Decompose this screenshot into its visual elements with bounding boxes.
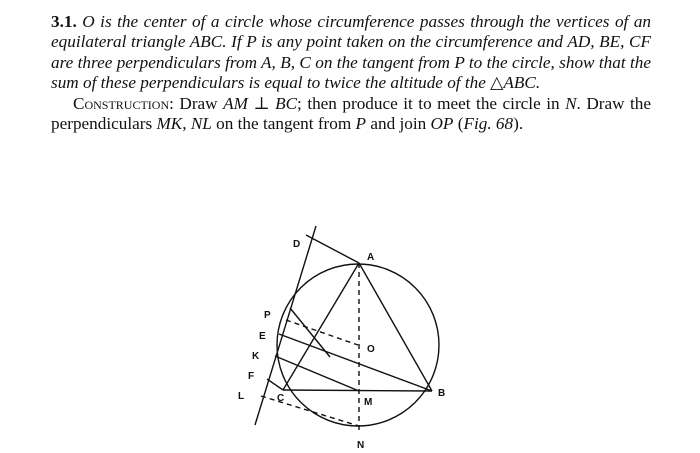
label-p: P — [264, 310, 271, 321]
label-m: M — [364, 397, 373, 408]
side-ab — [359, 263, 432, 391]
perpendicular-symbol: ⊥ — [247, 93, 276, 113]
problem-statement: O is the center of a circle whose circumference passes through the vertices of an equilateral triangle ABC. If P is any point taken on the circumference and AD, BE, CF are three perpendiculars from A, B, C on the tangent from P to the circle, show that the sum of these perpendiculars is equal to twice the altitude of the △ABC. — [51, 12, 652, 93]
point-n: N — [565, 93, 577, 113]
label-b: B — [438, 388, 446, 399]
figure-reference: Fig. 68 — [463, 114, 514, 134]
tangent-line — [255, 226, 316, 425]
construction-heading: Construction — [73, 93, 170, 113]
point-p: P — [355, 114, 367, 134]
label-f: F — [248, 371, 255, 382]
construction-text-6: ( — [453, 114, 464, 134]
label-o: O — [367, 344, 375, 355]
perpendicular-cf — [267, 379, 283, 390]
segment-op: OP — [430, 114, 454, 134]
label-c: C — [277, 393, 285, 404]
construction-text-4: on the tangent from — [211, 114, 356, 134]
segment-mk: MK — [156, 114, 183, 134]
label-a: A — [367, 252, 375, 263]
side-ac — [283, 263, 359, 390]
segment-am: AM — [223, 93, 248, 113]
problem-number: 3.1. — [51, 12, 77, 31]
label-n: N — [357, 440, 365, 451]
label-d: D — [293, 239, 301, 250]
construction-text-3: . Draw the perpendiculars — [51, 93, 651, 134]
label-l: L — [238, 391, 245, 402]
construction-separator: : — [169, 93, 174, 113]
perpendicular-be — [279, 334, 432, 391]
construction-text-2: ; then produce it to meet the circle in — [297, 93, 566, 113]
label-k: K — [252, 351, 260, 362]
segment-nl: NL — [190, 114, 212, 134]
perpendicular-ad — [306, 235, 359, 263]
construction-text-1: Draw — [173, 93, 224, 113]
segment-bc: BC — [275, 93, 298, 113]
construction-text-5: and join — [366, 114, 431, 134]
construction-text-7: ). — [513, 114, 524, 134]
construction-comma: , — [182, 114, 191, 134]
label-e: E — [259, 331, 266, 342]
